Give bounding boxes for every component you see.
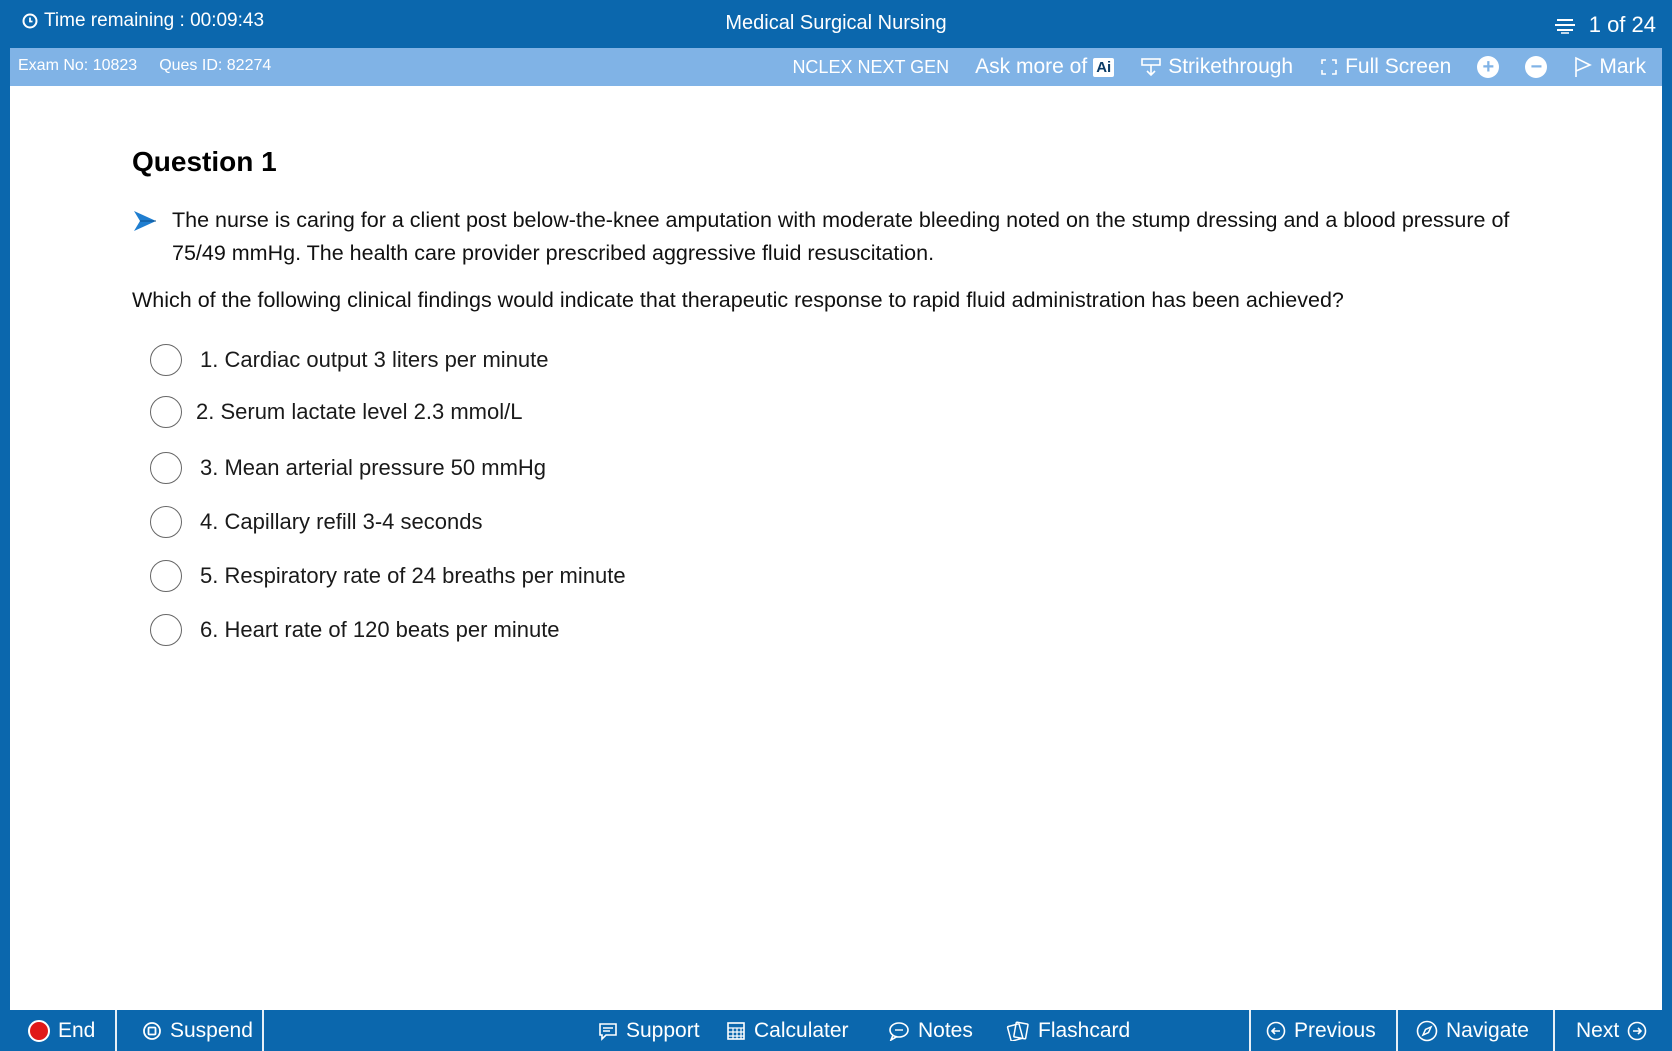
full-screen-button[interactable] xyxy=(1319,55,1451,79)
radio-button[interactable] xyxy=(150,506,182,538)
option-label: 2. Serum lactate level 2.3 mmol/L xyxy=(196,399,523,424)
end-button[interactable] xyxy=(28,1010,95,1051)
exam-number: Exam No: 10823 xyxy=(18,57,138,74)
divider xyxy=(262,1010,264,1051)
zoom-out-icon[interactable]: − xyxy=(1525,56,1547,78)
stem-text: The nurse is caring for a client post below-the-knee amputation with moderate bleeding noted on the stump dressing and a blood pressure of 75/49 mmHg. The health care provider prescribed aggressive fluid resuscitation. xyxy=(172,208,1510,265)
full-screen-icon xyxy=(1319,57,1339,77)
question-id: Ques ID: 82274 xyxy=(159,57,272,74)
option-label: 1. Cardiac output 3 liters per minute xyxy=(200,347,549,372)
option-label: 3. Mean arterial pressure 50 mmHg xyxy=(200,455,547,480)
previous-button[interactable] xyxy=(1266,1010,1376,1051)
option-label: 4. Capillary refill 3-4 seconds xyxy=(200,509,483,534)
answer-option-3[interactable] xyxy=(150,452,546,484)
radio-button[interactable] xyxy=(150,560,182,592)
option-label: 6. Heart rate of 120 beats per minute xyxy=(200,617,560,642)
flashcard-button[interactable] xyxy=(1006,1010,1130,1051)
stop-icon xyxy=(28,1020,50,1042)
arrow-right-circle-icon xyxy=(1627,1021,1647,1041)
question-panel xyxy=(10,86,1662,1010)
option-label: 5. Respiratory rate of 24 breaths per minute xyxy=(200,563,626,588)
question-stem xyxy=(132,204,1562,270)
flashcard-label: Flashcard xyxy=(1038,1018,1131,1042)
answer-option-4[interactable] xyxy=(150,506,482,538)
top-bar xyxy=(0,0,1672,48)
divider xyxy=(1396,1010,1398,1051)
calculator-icon xyxy=(726,1021,746,1041)
notes-button[interactable] xyxy=(888,1010,973,1051)
next-label: Next xyxy=(1576,1018,1620,1042)
flashcard-icon xyxy=(1006,1021,1030,1041)
mark-button[interactable] xyxy=(1573,55,1646,79)
calculator-label: Calculater xyxy=(754,1018,849,1042)
full-screen-label: Full Screen xyxy=(1345,55,1452,78)
answer-option-6[interactable] xyxy=(150,614,560,646)
exam-title: Medical Surgical Nursing xyxy=(725,12,947,34)
compass-icon xyxy=(1416,1020,1438,1042)
radio-button[interactable] xyxy=(150,344,182,376)
next-button[interactable] xyxy=(1576,1010,1647,1051)
strikethrough-icon xyxy=(1140,57,1162,77)
timer-label: Time remaining : 00:09:43 xyxy=(44,10,265,31)
mark-label: Mark xyxy=(1599,55,1646,78)
bottom-bar xyxy=(0,1010,1672,1051)
arrow-right-icon xyxy=(132,208,158,234)
chat-box-icon xyxy=(598,1021,618,1041)
calculator-button[interactable] xyxy=(726,1010,849,1051)
strikethrough-button[interactable] xyxy=(1140,55,1293,79)
notes-label: Notes xyxy=(918,1018,973,1042)
ask-ai-button[interactable] xyxy=(975,55,1114,79)
divider xyxy=(115,1010,117,1051)
navigate-label: Navigate xyxy=(1446,1018,1529,1042)
answer-option-5[interactable] xyxy=(150,560,626,592)
nclex-label: NCLEX NEXT GEN xyxy=(792,56,950,77)
answer-option-2[interactable] xyxy=(150,396,522,428)
flag-icon xyxy=(1573,56,1593,78)
suspend-button[interactable] xyxy=(142,1010,253,1051)
end-label: End xyxy=(58,1018,96,1042)
speech-bubble-icon xyxy=(888,1021,910,1041)
radio-button[interactable] xyxy=(150,396,182,428)
support-button[interactable] xyxy=(598,1010,700,1051)
suspend-icon xyxy=(142,1021,162,1041)
arrow-left-circle-icon xyxy=(1266,1021,1286,1041)
question-title: Question 1 xyxy=(132,146,277,177)
counter-label: 1 of 24 xyxy=(1588,12,1656,37)
ask-ai-label: Ask more of xyxy=(975,55,1088,78)
divider xyxy=(1249,1010,1251,1051)
suspend-label: Suspend xyxy=(170,1018,253,1042)
radio-button[interactable] xyxy=(150,452,182,484)
question-prompt: Which of the following clinical findings would indicate that therapeutic response to rapid fluid administration has been achieved? xyxy=(132,288,1344,312)
strikethrough-label: Strikethrough xyxy=(1168,55,1294,78)
zoom-in-icon[interactable]: + xyxy=(1477,56,1499,78)
previous-label: Previous xyxy=(1294,1018,1376,1042)
ai-badge-icon: Ai xyxy=(1093,58,1114,77)
divider xyxy=(1553,1010,1555,1051)
answer-option-1[interactable] xyxy=(150,344,549,376)
navigate-button[interactable] xyxy=(1416,1010,1529,1051)
support-label: Support xyxy=(626,1018,700,1042)
list-icon[interactable] xyxy=(1553,16,1577,34)
question-counter xyxy=(1553,12,1656,38)
radio-button[interactable] xyxy=(150,614,182,646)
toolbar xyxy=(10,48,1662,86)
